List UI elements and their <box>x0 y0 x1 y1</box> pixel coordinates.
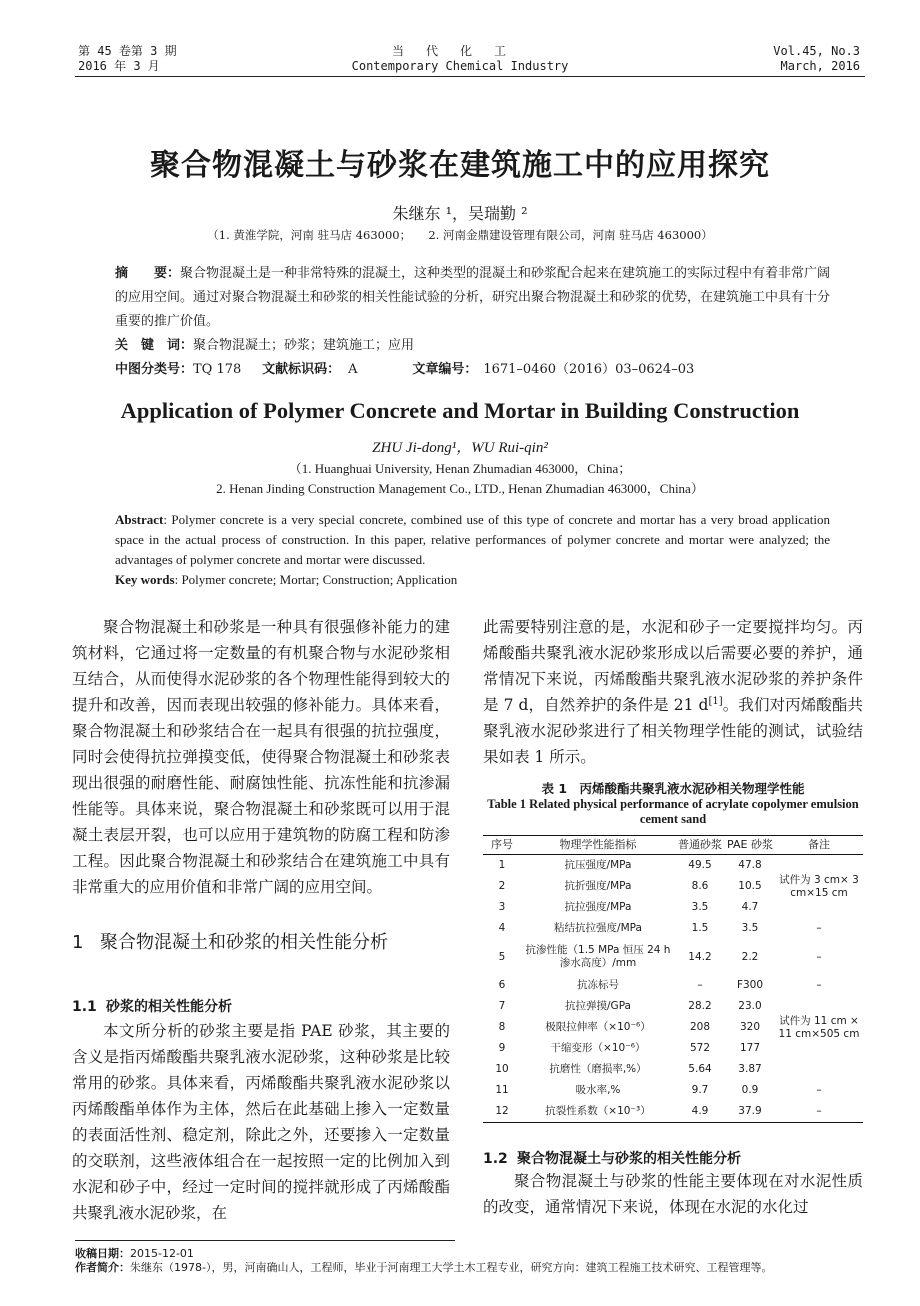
cell-property: 抗折强度/MPa <box>564 880 632 892</box>
affiliation-cn: （1. 黄淮学院，河南 驻马店 463000； 2. 河南金鼎建设管理有限公司，河南 驻马店 463000） <box>207 228 713 242</box>
keywords-label-cn: 关 键 词： <box>115 338 194 353</box>
table-row <box>483 939 863 975</box>
cell-pae: 320 <box>739 1021 761 1033</box>
received-date: 2015-12-01 <box>130 1247 194 1260</box>
cell-pae: 47.8 <box>738 859 762 871</box>
cell-property: 粘结抗拉强度/MPa <box>554 922 642 934</box>
table-row <box>483 996 863 1017</box>
cell-ordinary: 8.6 <box>691 880 709 892</box>
keywords-en: : Polymer concrete; Mortar; Construction; Application <box>174 572 458 587</box>
performance-table <box>483 835 863 1123</box>
cell-property: 抗磨性（磨损率,%） <box>549 1063 647 1075</box>
cell-index: 7 <box>498 1000 506 1012</box>
journal-issue-en <box>773 44 860 74</box>
cell-pae: 4.7 <box>741 901 759 913</box>
cell-note: – <box>816 922 822 934</box>
keywords-cn: 聚合物混凝土；砂浆；建筑施工；应用 <box>193 338 415 353</box>
cell-index: 2 <box>498 880 506 892</box>
cell-pae: 23.0 <box>738 1000 762 1012</box>
section-1-1-number: 1.1 <box>72 999 97 1015</box>
right-text-a: 此需要特别注意的是，水泥和砂子一定要搅拌均匀。丙烯酸酯共聚乳液水泥砂浆形成以后需要必要的养护，通常情况下来说，丙烯酸酯共聚乳液水泥砂浆的养护条件是 7 d，自然养护的条件是 21 d <box>483 618 863 714</box>
cell-ordinary: 49.5 <box>688 859 712 871</box>
header-rule <box>75 76 865 77</box>
cell-index: 9 <box>498 1042 506 1054</box>
cell-property: 抗冻标号 <box>577 979 619 991</box>
intro-text: 聚合物混凝土和砂浆是一种具有很强修补能力的建筑材料，它通过将一定数量的有机聚合物与水泥砂浆相互结合，从而使得水泥砂浆的各个物理性能得到较大的提升和改善，因而表现出较强的修补能力。具体来看，聚合物混凝土和砂浆结合在一起具有很强的抗拉强度，同时会使得抗拉弹摸变低，使得聚合物混凝土和砂浆表现出很强的耐磨性能、耐腐蚀性能、抗冻性能和抗渗漏性能等。具体来说，聚合物混凝土和砂浆既可以用于混凝土表层开裂，也可以应用于建筑物的防腐工程和防渗工程。因此聚合物混凝土和砂浆结合在建筑施工中具有非常重大的应用价值和非常广阔的应用空间。 <box>72 618 450 896</box>
cell-ordinary: 28.2 <box>688 1000 712 1012</box>
cell-ordinary: 5.64 <box>688 1063 712 1075</box>
table-header-row <box>483 836 863 855</box>
header-ordinary-mortar: 普通砂浆 <box>675 836 725 855</box>
cell-note: – <box>816 1084 822 1096</box>
cell-note <box>775 1059 863 1080</box>
cell-pae: 3.87 <box>738 1063 762 1075</box>
section-1-heading <box>72 930 452 956</box>
cell-property: 抗裂性系数（×10⁻³） <box>521 1101 675 1123</box>
table-row <box>483 1059 863 1080</box>
section-1-number: 1 <box>72 932 84 953</box>
cell-ordinary: 1.5 <box>691 922 709 934</box>
classification-line <box>115 358 835 382</box>
section-1-title: 聚合物混凝土和砂浆的相关性能分析 <box>100 932 388 953</box>
author-bio-label: 作者简介： <box>75 1261 130 1274</box>
cell-index: 1 <box>498 859 506 871</box>
cell-pae: 3.5 <box>741 922 759 934</box>
cell-property: 抗拉强度/MPa <box>564 901 632 913</box>
keywords-label-en: Key words <box>115 572 175 587</box>
cell-note-specimen-b: 试件为 11 cm × 11 cm×505 cm <box>778 1014 860 1040</box>
article-number-label: 文章编号： <box>412 362 478 377</box>
cell-note: – <box>816 979 822 991</box>
author-bio: 朱继东（1978-），男，河南确山人，工程师，毕业于河南理工大学土木工程专业，研究方向：建筑工程施工技术研究、工程管理等。 <box>130 1261 773 1274</box>
abstract-en <box>115 510 830 590</box>
cell-ordinary: 572 <box>689 1042 711 1054</box>
abstract-label-cn: 摘 要： <box>115 266 181 281</box>
section-1-2-title: 聚合物混凝土与砂浆的相关性能分析 <box>517 1151 741 1167</box>
right-paragraph <box>483 614 863 770</box>
table-caption <box>483 779 863 827</box>
cell-index: 8 <box>498 1021 506 1033</box>
cell-property: 抗渗性能（1.5 MPa 恒压 24 h 渗水高度）/mm <box>525 944 671 969</box>
cell-ordinary: 3.5 <box>691 901 709 913</box>
table-row <box>483 1080 863 1101</box>
cell-index: 12 <box>483 1101 521 1123</box>
table-row <box>483 855 863 877</box>
abstract-cn <box>115 262 835 382</box>
section-1-2-paragraph <box>483 1168 863 1220</box>
cell-note: – <box>775 1101 863 1123</box>
cell-index: 10 <box>495 1063 509 1075</box>
citation-ref: [1] <box>708 695 723 707</box>
affiliation-en-1: （1. Huanghuai University, Henan Zhumadian 463000，China； <box>288 461 632 476</box>
doc-code-label: 文献标识码： <box>262 362 341 377</box>
cell-ordinary: 208 <box>689 1021 711 1033</box>
clc-code: TQ 178 <box>193 362 242 377</box>
header-remarks: 备注 <box>775 836 863 855</box>
cell-pae: 37.9 <box>725 1101 775 1123</box>
cell-pae: 2.2 <box>741 950 759 963</box>
cell-property: 吸水率,% <box>575 1084 621 1096</box>
received-label: 收稿日期： <box>75 1247 130 1260</box>
abstract-label-en: Abstract <box>115 512 164 527</box>
cell-ordinary: 14.2 <box>688 950 712 963</box>
cell-index: 3 <box>498 901 506 913</box>
table-row <box>483 1101 863 1123</box>
issue-date: 2016 年 3 月 <box>78 59 160 73</box>
affiliation-en-2: 2. Henan Jinding Construction Management Co., LTD., Henan Zhumadian 463000，China） <box>216 481 704 496</box>
paper-title-en: Application of Polymer Concrete and Mortar in Building Construction <box>120 398 800 423</box>
cell-pae: 177 <box>739 1042 761 1054</box>
authors-cn: 朱继东 ¹，吴瑞勤 ² <box>392 204 528 223</box>
cell-pae: F300 <box>736 979 764 991</box>
cell-property: 抗拉弹摸/GPa <box>565 1000 631 1012</box>
footnote <box>75 1247 772 1275</box>
doc-code: A <box>348 362 358 377</box>
section-1-1-text: 本文所分析的砂浆主要是指 PAE 砂浆，其主要的含义是指丙烯酸酯共聚乳液水泥砂浆，这种砂浆是比较常用的砂浆。具体来看，丙烯酸酯共聚乳液水泥砂浆以丙烯酸酯单体作为主体，然后在此基础上掺入一定数量的表面活性剂、稳定剂，除此之外，还要掺入一定数量的交联剂，这些液体组合在一起按照一定的比例加入到水泥和砂子中，经过一定时间的搅拌就形成了丙烯酸酯共聚乳液水泥砂浆，在 <box>72 1022 450 1222</box>
header-index: 序号 <box>483 836 521 855</box>
table-row <box>483 975 863 996</box>
clc-label: 中图分类号： <box>115 362 194 377</box>
issue-date-en: March, 2016 <box>780 59 860 73</box>
cell-property: 干缩变形（×10⁻⁶） <box>550 1042 646 1054</box>
authors-en: ZHU Ji-dong¹，WU Rui-qin² <box>372 440 548 456</box>
table-caption-cn: 表 1 丙烯酸酯共聚乳液水泥砂相关物理学性能 <box>541 781 805 796</box>
journal-name-cn: 当代化工 <box>391 44 528 58</box>
section-1-1-paragraph <box>72 1018 450 1226</box>
section-1-2-text: 聚合物混凝土与砂浆的性能主要体现在对水泥性质的改变，通常情况下来说，体现在水泥的水化过 <box>483 1172 863 1216</box>
cell-ordinary: 4.9 <box>675 1101 725 1123</box>
cell-index: 4 <box>498 922 506 934</box>
abstract-text-cn: 聚合物混凝土是一种非常特殊的混凝土，这种类型的混凝土和砂浆配合起来在建筑施工的实际过程中有着非常广阔的应用空间。通过对聚合物混凝土和砂浆的相关性能试验的分析，研究出聚合物混凝土和砂浆的优势，在建筑施工中具有十分重要的推广价值。 <box>115 266 831 329</box>
cell-ordinary: – <box>697 979 703 991</box>
issue-volume-en: Vol.45, No.3 <box>773 44 860 58</box>
intro-paragraph <box>72 614 450 900</box>
table-caption-en: Table 1 Related physical performance of acrylate copolymer emulsion cement sand <box>487 797 859 826</box>
cell-note-specimen-a: 试件为 3 cm× 3 cm×15 cm <box>779 873 859 899</box>
header-pae-mortar: PAE 砂浆 <box>725 836 775 855</box>
section-1-1-heading <box>72 996 232 1016</box>
header-property: 物理学性能指标 <box>521 836 675 855</box>
abstract-text-en: : Polymer concrete is a very special concrete, combined use of this type of concrete and mortar has a very broad application space in the actual process of construction. In this paper, relative performances of polymer concrete and mortar were analyzed; the advantages of polymer concrete and mortar were discussed. <box>115 512 830 567</box>
cell-index: 11 <box>495 1084 509 1096</box>
cell-index: 5 <box>498 950 506 963</box>
section-1-2-heading <box>483 1148 741 1168</box>
cell-index: 6 <box>498 979 506 991</box>
journal-name-en: Contemporary Chemical Industry <box>351 59 569 73</box>
cell-property: 极限拉伸率（×10⁻⁶） <box>545 1021 651 1033</box>
affiliation-en <box>0 459 920 499</box>
table-row <box>483 918 863 939</box>
cell-pae: 10.5 <box>738 880 762 892</box>
cell-pae: 0.9 <box>741 1084 759 1096</box>
paper-title-cn: 聚合物混凝土与砂浆在建筑施工中的应用探究 <box>150 148 770 183</box>
cell-ordinary: 9.7 <box>691 1084 709 1096</box>
section-1-2-number: 1.2 <box>483 1151 508 1167</box>
cell-property: 抗压强度/MPa <box>564 859 632 871</box>
footnote-rule <box>75 1240 455 1241</box>
article-number: 1671–0460（2016）03–0624–03 <box>483 362 695 377</box>
right-text-b: 。我们对丙烯酸酯共聚乳液水泥砂浆进行了相关物理学性能的测试，试验结果如表 1 所示。 <box>483 696 863 766</box>
issue-volume: 第 45 卷第 3 期 <box>78 44 177 58</box>
cell-note: – <box>816 950 822 963</box>
section-1-1-title: 砂浆的相关性能分析 <box>106 999 232 1015</box>
